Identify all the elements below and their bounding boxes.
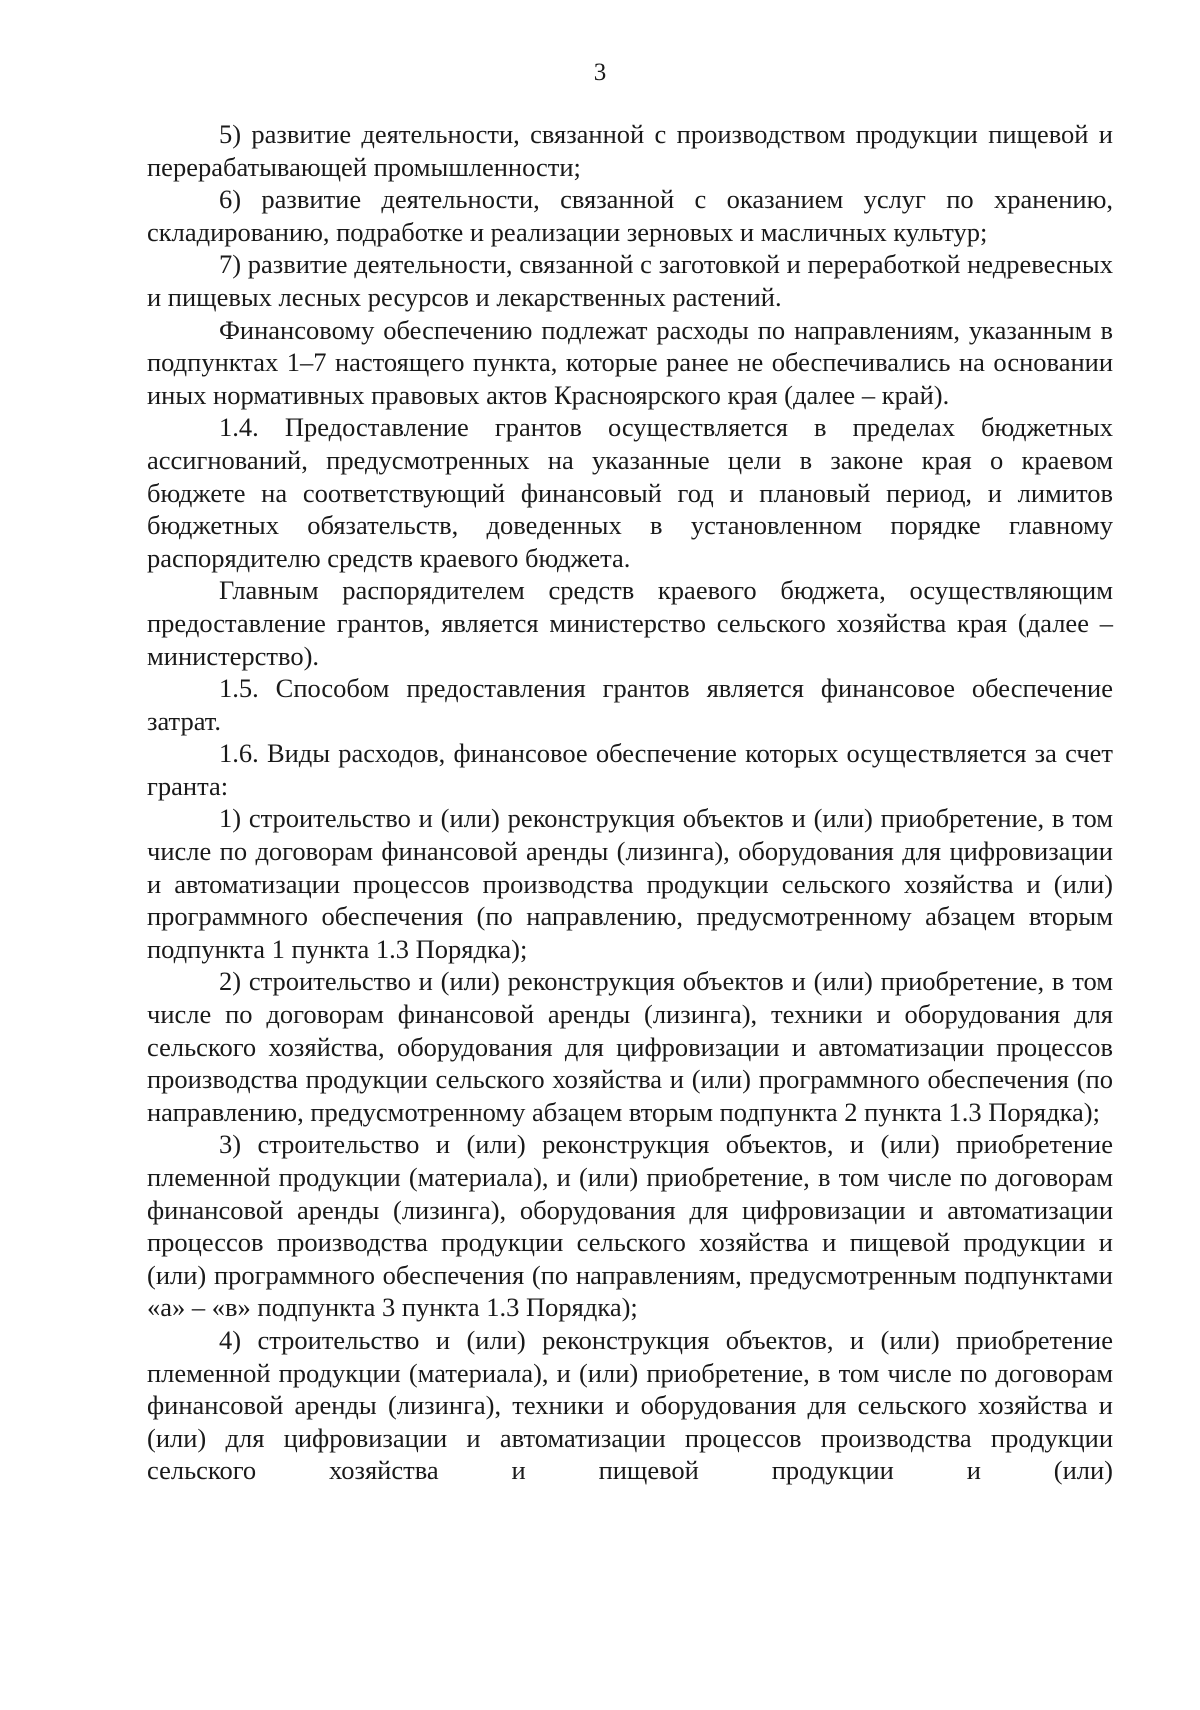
paragraph-1-4: 1.4. Предоставление грантов осуществляется в пределах бюджетных ассигнований, предусмотренных на указанные цели в законе края о краевом бюджете на соответствующий финансовый год и плановый период, и лимитов бюджетных обязательств, доведенных в установленном порядке главному распорядителю средств краевого бюджета.	[147, 412, 1113, 573]
paragraph-expense-3: 3) строительство и (или) реконструкция объектов, и (или) приобретение племенной продукции (материала), и (или) приобретение, в том числе по договорам финансовой аренды (лизинга), оборудования для цифровизации и автоматизации процессов производства продукции сельского хозяйства и пищевой продукции и (или) программного обеспечения (по направлениям, предусмотренным подпунктами «а» – «в» подпункта 3 пункта 1.3 Порядка);	[147, 1129, 1113, 1323]
paragraph-main-administrator: Главным распорядителем средств краевого бюджета, осуществляющим предоставление грантов, является министерство сельского хозяйства края (далее – министерство).	[147, 575, 1113, 671]
paragraph-financing-scope: Финансовому обеспечению подлежат расходы по направлениям, указанным в подпунктах 1–7 настоящего пункта, которые ранее не обеспечивались на основании иных нормативных правовых актов Красноярского края (далее – край).	[147, 314, 1113, 410]
page-number: 3	[593, 59, 607, 86]
paragraph-1-5: 1.5. Способом предоставления грантов является финансовое обеспечение затрат.	[147, 673, 1113, 736]
paragraph-item-7: 7) развитие деятельности, связанной с заготовкой и переработкой недревесных и пищевых лесных ресурсов и лекарственных растений.	[147, 249, 1113, 312]
paragraph-item-5: 5) развитие деятельности, связанной с производством продукции пищевой и перерабатывающей промышленности;	[147, 119, 1113, 182]
paragraph-expense-1: 1) строительство и (или) реконструкция объектов и (или) приобретение, в том числе по договорам финансовой аренды (лизинга), оборудования для цифровизации и автоматизации процессов производства продукции сельского хозяйства и (или) программного обеспечения (по направлению, предусмотренному абзацем вторым подпункта 1 пункта 1.3 Порядка);	[147, 803, 1113, 964]
paragraph-expense-4: 4) строительство и (или) реконструкция объектов, и (или) приобретение племенной продукции (материала), и (или) приобретение, в том числе по договорам финансовой аренды (лизинга), техники и оборудования для сельского хозяйства и (или) для цифровизации и автоматизации процессов производства продукции сельского хозяйства и пищевой продукции и (или)	[147, 1324, 1113, 1486]
paragraph-expense-2: 2) строительство и (или) реконструкция объектов и (или) приобретение, в том числе по договорам финансовой аренды (лизинга), техники и оборудования для сельского хозяйства, оборудования для цифровизации и автоматизации процессов производства продукции сельского хозяйства и (или) программного обеспечения (по направлению, предусмотренному абзацем вторым подпункта 2 пункта 1.3 Порядка);	[147, 966, 1113, 1127]
paragraph-1-6: 1.6. Виды расходов, финансовое обеспечение которых осуществляется за счет гранта:	[147, 738, 1113, 801]
document-body	[147, 118, 1113, 1487]
paragraph-item-6: 6) развитие деятельности, связанной с оказанием услуг по хранению, складированию, подработке и реализации зерновых и масличных культур;	[147, 184, 1113, 247]
